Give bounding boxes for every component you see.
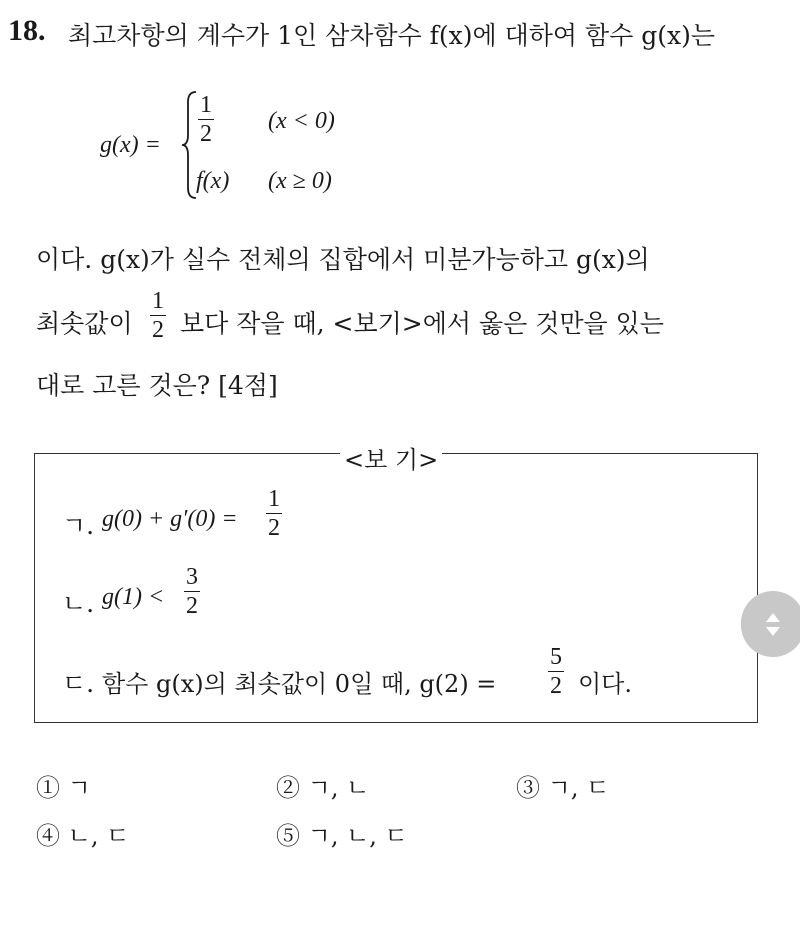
choice-5[interactable]: ⑤ ㄱ, ㄴ, ㄷ — [276, 822, 408, 850]
choice-4[interactable]: ④ ㄴ, ㄷ — [36, 822, 130, 850]
bogi-item3-label: ㄷ. — [62, 669, 95, 698]
bogi-item2-fraction — [184, 564, 200, 619]
case1-condition: (x < 0) — [268, 108, 335, 134]
body-line-3: 대로 고른 것은? [4점] — [36, 371, 278, 400]
choice-3[interactable]: ③ ㄱ, ㄷ — [516, 774, 610, 802]
piecewise-lhs: g(x) = — [100, 132, 161, 158]
body-line-1: 이다. g(x)가 실수 전체의 집합에서 미분가능하고 g(x)의 — [36, 245, 650, 274]
case1-numerator: 1 — [200, 92, 212, 118]
bogi-item2-numerator: 3 — [186, 564, 198, 590]
bogi-item2-denominator: 2 — [186, 593, 198, 619]
case1-fraction — [198, 92, 214, 147]
bogi-item3-numerator: 5 — [550, 644, 562, 670]
arrow-down-icon — [766, 627, 780, 636]
bogi-item3-denominator: 2 — [550, 673, 562, 699]
bogi-item3-fraction — [548, 644, 564, 699]
bogi-item3-tail: 이다. — [578, 670, 632, 698]
bogi-item3-text: 함수 g(x)의 최솟값이 0일 때, g(2) = — [102, 670, 497, 698]
case2-condition: (x ≥ 0) — [268, 168, 332, 194]
body-line-2b: 보다 작을 때, <보기>에서 옳은 것만을 있는 — [180, 309, 664, 338]
bogi-item1-numerator: 1 — [268, 486, 280, 512]
bogi-item2-expr: g(1) < — [102, 584, 165, 610]
bogi-item1-denominator: 2 — [268, 515, 280, 541]
case2-expression: f(x) — [196, 168, 230, 194]
arrow-up-icon — [766, 613, 780, 622]
bogi-title: <보 기> — [340, 440, 442, 475]
choice-2[interactable]: ② ㄱ, ㄴ — [276, 774, 370, 802]
bogi-item1-fraction — [266, 486, 282, 541]
body-fraction-denominator: 2 — [152, 317, 164, 343]
body-fraction — [150, 288, 166, 343]
bogi-item1-expr: g(0) + g′(0) = — [102, 506, 238, 532]
bogi-item2-label: ㄴ. — [62, 589, 95, 618]
choice-1[interactable]: ① ㄱ — [36, 774, 91, 802]
body-line-2a: 최솟값이 — [36, 309, 133, 338]
bogi-item1-label: ㄱ. — [62, 511, 95, 540]
problem-intro: 최고차항의 계수가 1인 삼차함수 f(x)에 대하여 함수 g(x)는 — [68, 21, 716, 50]
problem-number: 18. — [8, 14, 46, 47]
case1-denominator: 2 — [200, 121, 212, 147]
body-fraction-numerator: 1 — [152, 288, 164, 314]
scroll-up-down-icon[interactable] — [741, 591, 800, 657]
